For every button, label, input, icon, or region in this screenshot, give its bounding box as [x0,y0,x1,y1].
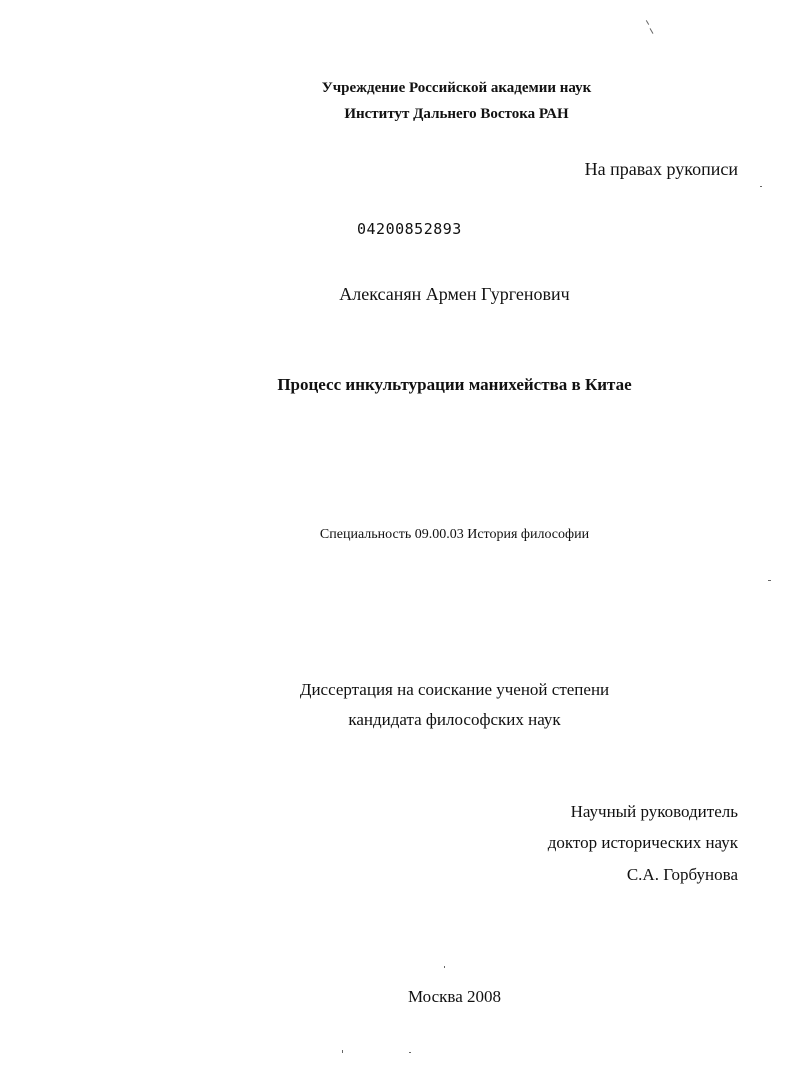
degree-line-1: Диссертация на соискание ученой степени [299,680,610,699]
specialty: Специальность 09.00.03 История философии [319,527,590,542]
dissertation-title: Процесс инкультурации манихейства в Китае [277,375,632,394]
degree-line-2: кандидата философских наук [348,710,561,729]
scan-mark [768,580,771,581]
manuscript-note: На правах рукописи [584,159,738,179]
scan-mark [646,20,649,25]
supervisor-name: С.А. Горбунова [626,865,738,884]
author-name: Алексанян Армен Гургенович [339,284,570,304]
registration-code: 04200852893 [357,220,462,238]
scan-mark [444,966,445,968]
institution-line-1: Учреждение Российской академии наук [321,80,592,96]
scan-mark [342,1050,343,1053]
supervisor-role: Научный руководитель [570,802,738,821]
place-year: Москва 2008 [407,987,502,1006]
supervisor-degree: доктор исторических наук [547,833,738,852]
institution-line-2: Институт Дальнего Востока РАН [344,106,569,122]
scan-mark [409,1052,411,1053]
scan-mark [650,28,654,34]
scan-mark [760,186,762,187]
